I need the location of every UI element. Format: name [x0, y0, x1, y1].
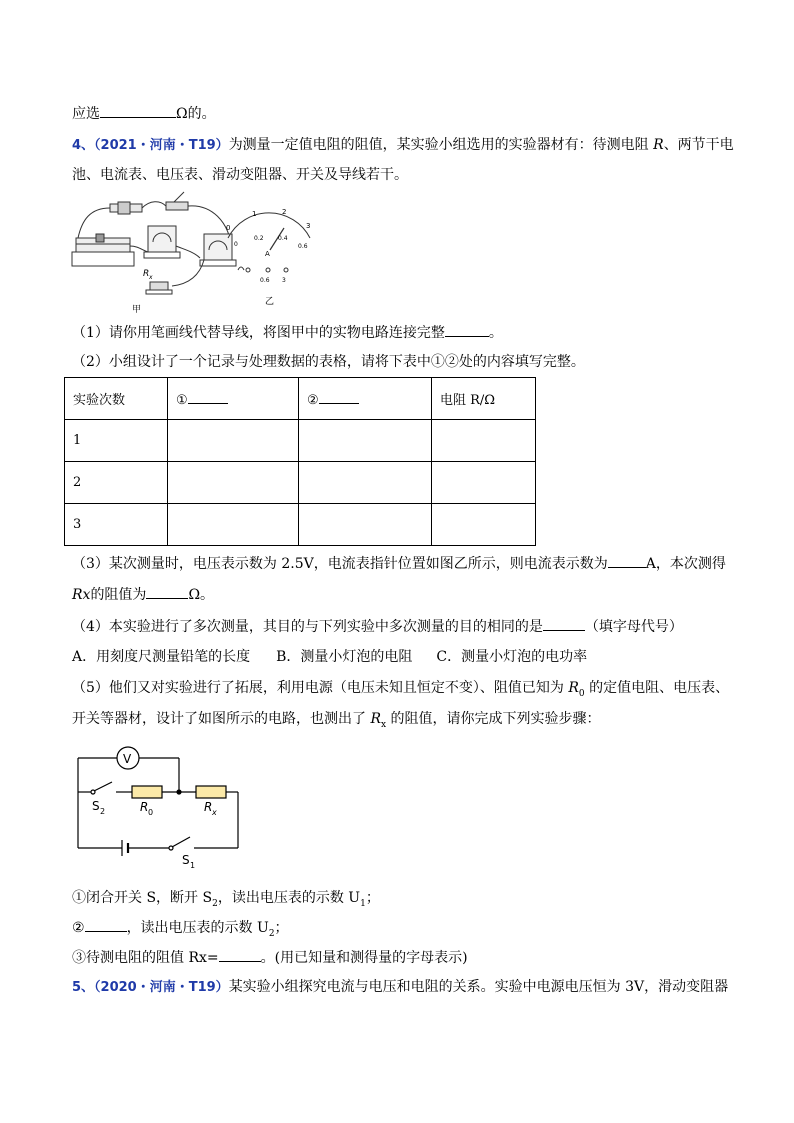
part-5-text-b: 开关等器材，设计了如图所示的电路，也测出了 [72, 711, 371, 727]
part-3-line-2 [72, 585, 214, 604]
label-yi: 乙 [265, 297, 275, 307]
part-1-end: 。 [488, 325, 503, 341]
figure-apparatus [70, 190, 330, 315]
step-3-line [72, 948, 468, 967]
table-cell [168, 462, 299, 504]
part-3-blank-1 [608, 554, 646, 568]
scale-bottom-0: 0 [234, 241, 238, 248]
step-3-blank [219, 948, 261, 962]
option-c: C．测量小灯泡的电功率 [436, 649, 588, 665]
table-cell [432, 504, 536, 546]
table-cell [299, 504, 432, 546]
answer-blank [100, 104, 176, 118]
part-3-text-e: Ω。 [188, 587, 215, 603]
circuit-diagram [70, 742, 250, 870]
question-4-text-2: 池、电流表、电压表、滑动变阻器、开关及导线若干。 [72, 167, 408, 183]
header-trial-count: 实验次数 [65, 378, 168, 420]
part-5-text-b2: 的阻值，请你完成下列实验步骤： [386, 711, 601, 727]
part-4-text: （4）本实验进行了多次测量，其目的与下列实验中多次测量的目的相同的是 [72, 619, 543, 635]
label-rx-sub: x [149, 274, 153, 281]
scale-bottom-2: 0.4 [278, 235, 288, 242]
header-1-blank [188, 390, 228, 404]
row-1-index: 1 [65, 420, 168, 462]
question-4-text-1b: 、两节干电 [663, 137, 734, 153]
table-cell [168, 504, 299, 546]
part-4-line [72, 617, 683, 636]
part-5-rx: R [370, 711, 381, 727]
table-header-row [65, 378, 536, 420]
question-4-header: 4、（2021・河南・T19） [72, 138, 229, 153]
part-1-text: （1）请你用笔画线代替导线，将图甲中的实物电路连接完整 [72, 325, 445, 341]
options-line [72, 648, 587, 666]
part-3-blank-2 [146, 585, 188, 599]
header-2-mark: ② [307, 392, 319, 408]
step-2-blank [85, 918, 127, 932]
table-cell [299, 462, 432, 504]
part-1-blank [445, 323, 489, 337]
step-3-text-a: ③待测电阻的阻值 Rx= [72, 950, 219, 966]
label-rx-r: R [143, 269, 150, 279]
part-4-blank [543, 617, 585, 631]
scale-top-0: 0 [226, 224, 231, 232]
part-2-line [72, 353, 585, 371]
header-2-blank [319, 390, 359, 404]
step-3-text-b: 。(用已知量和测得量的字母表示) [260, 950, 468, 966]
scale-top-2: 2 [282, 208, 287, 216]
question-5-text: 某实验小组探究电流与电压和电阻的关系。实验中电源电压恒为 3V，滑动变阻器 [228, 979, 729, 995]
part-5-text-a: （5）他们又对实验进行了拓展，利用电源（电压未知且恒定不变）、阻值已知为 [72, 680, 569, 696]
voltmeter-label: V [123, 752, 132, 766]
part-4-end: （填字母代号） [584, 619, 683, 635]
table-cell [432, 462, 536, 504]
prev-answer-line [72, 104, 216, 123]
step-1-text-c: ； [365, 890, 380, 906]
r0-label: R [140, 800, 149, 814]
option-a: A．用刻度尺测量铅笔的长度 [72, 649, 251, 665]
step-2-text-b: ，读出电压表的示数 U [126, 920, 269, 936]
row-3-index: 3 [65, 504, 168, 546]
scale-bottom-1: 0.2 [254, 235, 264, 242]
part-5-line-1: （5）他们又对实验进行了拓展，利用电源（电压未知且恒定不变）、阻值已知为 $R_0$ 的定值电阻、电压表、 [72, 680, 730, 699]
s1-label: S [182, 853, 190, 867]
variable-r: R [653, 137, 664, 153]
part-3-text-a: （3）某次测量时，电压表示数为 2.5V，电流表指针位置如图乙所示，则电流表示数为 [72, 556, 608, 572]
header-1-mark: ① [176, 392, 188, 408]
scale-top-3: 3 [306, 222, 311, 230]
s2-label: S [92, 799, 100, 813]
scale-bottom-3: 0.6 [298, 243, 308, 250]
header-blank-2 [299, 378, 432, 420]
rx-label: R [204, 800, 213, 814]
table-row [65, 504, 536, 546]
question-5-header: 5、（2020・河南・T19） [72, 980, 229, 995]
question-5-line [72, 978, 728, 997]
question-4-line-2 [72, 166, 408, 184]
meter-unit-a: A [265, 250, 270, 258]
table-cell [299, 420, 432, 462]
part-3-text-d: 的阻值为 [90, 587, 147, 603]
part-5-r0: R [568, 680, 579, 696]
part-3-rx: Rx [72, 587, 91, 603]
data-table [64, 377, 536, 546]
terminal-3: 3 [282, 277, 286, 284]
part-5-line-2: 开关等器材，设计了如图所示的电路，也测出了 $R_x$ 的阻值，请你完成下列实验步骤： [72, 711, 601, 730]
r0-sub: 0 [148, 808, 154, 817]
header-resistance: 电阻 R/Ω [432, 378, 536, 420]
question-4-line-1 [72, 136, 734, 155]
table-row [65, 420, 536, 462]
terminal-0-6: 0.6 [260, 277, 270, 284]
prev-line-text-b: Ω的。 [176, 106, 216, 122]
table-row [65, 462, 536, 504]
step-2-text-a: ② [72, 920, 85, 936]
prev-line-text-a: 应选 [72, 106, 100, 122]
s1-sub: 1 [190, 861, 196, 870]
step-1-text-b: ，读出电压表的示数 U [217, 890, 361, 906]
table-cell [432, 420, 536, 462]
rx-sub: x [212, 808, 217, 817]
option-b: B．测量小灯泡的电阻 [276, 649, 413, 665]
part-1-line [72, 323, 503, 342]
table-cell [168, 420, 299, 462]
part-3-line-1 [72, 554, 726, 573]
header-blank-1 [168, 378, 299, 420]
label-jia: 甲 [132, 305, 142, 315]
question-4-text-1: 为测量一定值电阻的阻值，某实验小组选用的实验器材有：待测电阻 [228, 137, 654, 153]
step-1-line: ①闭合开关 S，断开 $S_2$，读出电压表的示数 $U_1$； [72, 890, 380, 909]
part-2-text: （2）小组设计了一个记录与处理数据的表格，请将下表中①②处的内容填写完整。 [72, 354, 585, 370]
part-5-text-a2: 的定值电阻、电压表、 [584, 680, 730, 696]
step-2-text-c: ； [274, 920, 289, 936]
part-3-text-b: A，本次测得 [645, 556, 726, 572]
s2-sub: 2 [100, 807, 106, 816]
physical-circuit-drawing [72, 192, 236, 294]
step-1-text-a: ①闭合开关 S，断开 S [72, 890, 213, 906]
step-2-line: ② ，读出电压表的示数 $U_2$； [72, 920, 289, 939]
row-2-index: 2 [65, 462, 168, 504]
scale-top-1: 1 [252, 210, 257, 218]
